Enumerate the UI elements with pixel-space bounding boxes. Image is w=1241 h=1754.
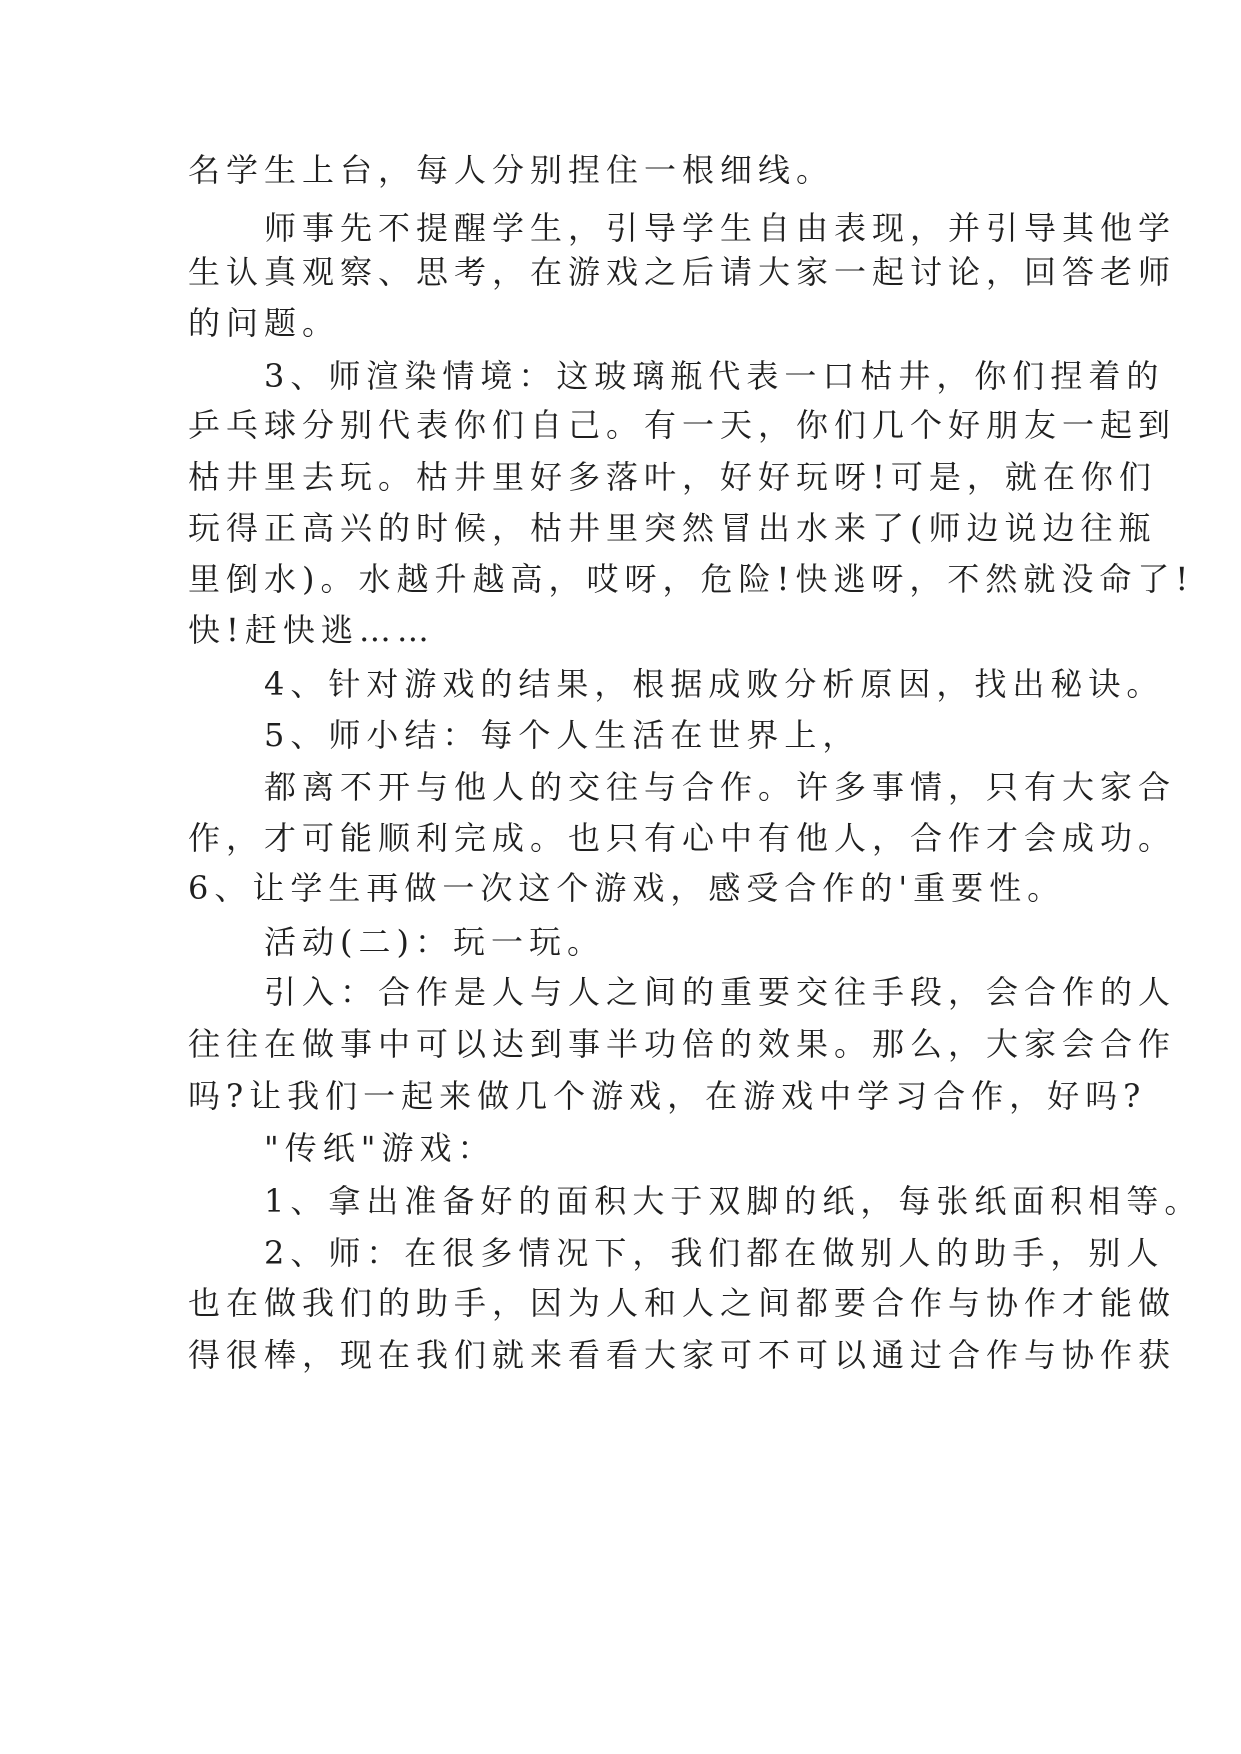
text-line: "传纸"游戏： xyxy=(188,1129,496,1167)
text-line: 2、师：在很多情况下，我们都在做别人的助手，别人 xyxy=(188,1234,1165,1272)
text-line: 也在做我们的助手，因为人和人之间都要合作与协作才能做 xyxy=(188,1284,1177,1322)
text-line: 乒乓球分别代表你们自己。有一天，你们几个好朋友一起到 xyxy=(188,406,1177,444)
text-line: 引入：合作是人与人之间的重要交往手段，会合作的人 xyxy=(188,973,1177,1011)
text-line: 快!赶快逃…… xyxy=(188,611,435,649)
text-line: 得很棒，现在我们就来看看大家可不可以通过合作与协作获 xyxy=(188,1336,1177,1374)
text-line: 4、针对游戏的结果，根据成败分析原因，找出秘诀。 xyxy=(188,665,1165,703)
text-line: 的问题。 xyxy=(188,304,341,342)
text-line: 作，才可能顺利完成。也只有心中有他人，合作才会成功。 xyxy=(188,819,1177,857)
text-line: 5、师小结：每个人生活在世界上， xyxy=(188,716,861,754)
text-line: 里倒水)。水越升越高，哎呀，危险!快逃呀，不然就没命了! xyxy=(188,560,1195,598)
text-line: 生认真观察、思考，在游戏之后请大家一起讨论，回答老师 xyxy=(188,253,1177,291)
text-line: 往往在做事中可以达到事半功倍的效果。那么，大家会合作 xyxy=(188,1025,1177,1063)
text-line: 枯井里去玩。枯井里好多落叶，好好玩呀!可是，就在你们 xyxy=(188,458,1157,496)
text-line: 名学生上台，每人分别捏住一根细线。 xyxy=(188,151,835,189)
text-line: 玩得正高兴的时候，枯井里突然冒出水来了(师边说边往瓶 xyxy=(188,509,1157,547)
text-line: 师事先不提醒学生，引导学生自由表现，并引导其他学 xyxy=(188,209,1177,247)
text-line: 3、师渲染情境：这玻璃瓶代表一口枯井，你们捏着的 xyxy=(188,357,1165,395)
text-line: 都离不开与他人的交往与合作。许多事情，只有大家合 xyxy=(188,768,1177,806)
text-line: 1、拿出准备好的面积大于双脚的纸，每张纸面积相等。 xyxy=(188,1182,1203,1220)
text-line: 吗?让我们一起来做几个游戏，在游戏中学习合作，好吗? xyxy=(188,1077,1147,1115)
text-line: 6、让学生再做一次这个游戏，感受合作的'重要性。 xyxy=(188,869,1066,907)
text-line: 活动(二)：玩一玩。 xyxy=(188,923,605,961)
